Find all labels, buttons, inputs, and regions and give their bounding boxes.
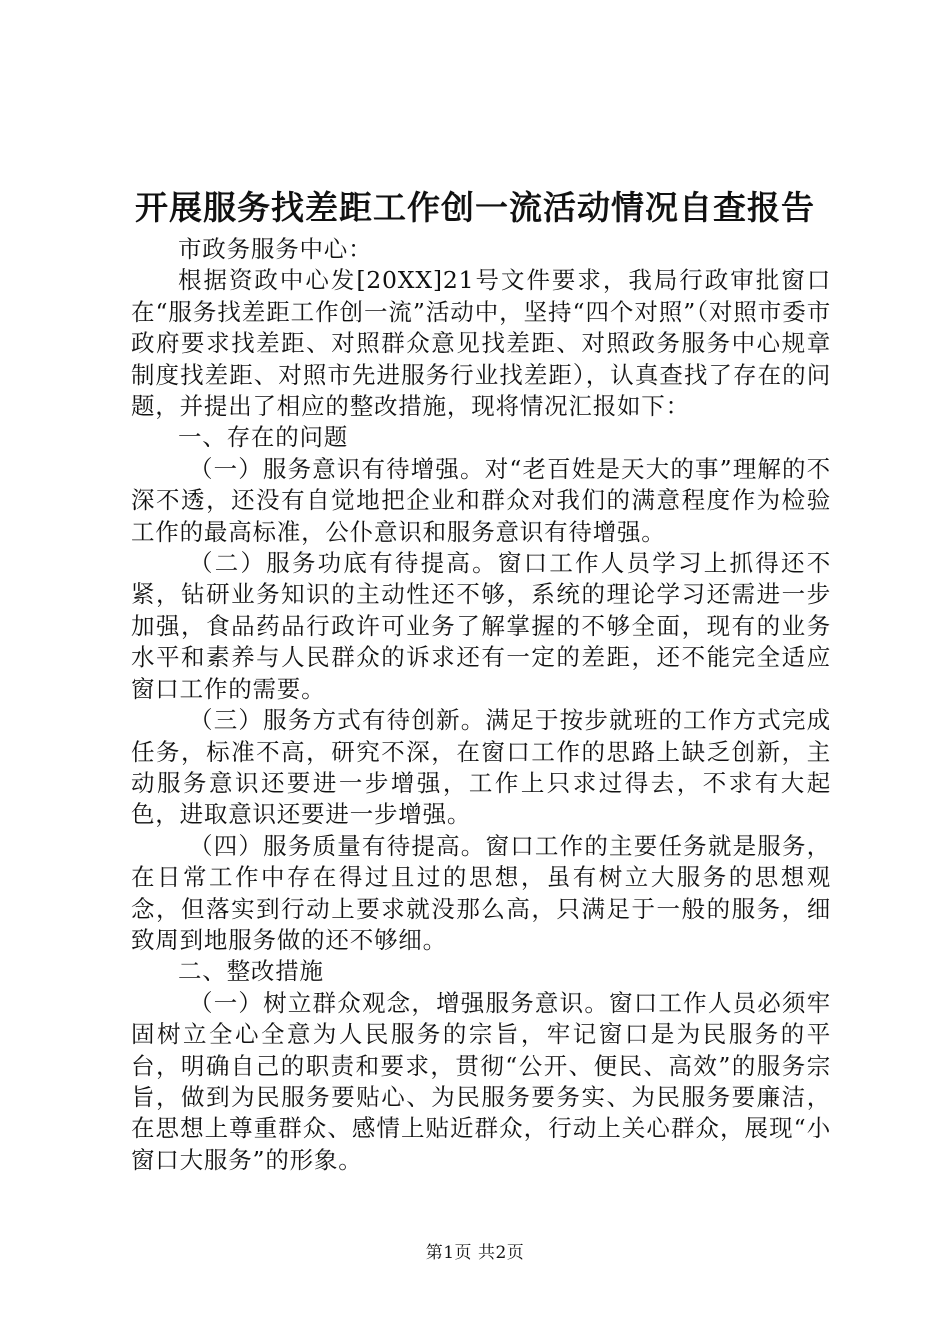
- document-body: [131, 234, 831, 1176]
- intro-paragraph: 根据资政中心发[20XX]21号文件要求，我局行政审批窗口在“服务找差距工作创一流”活动中，坚持“四个对照”（对照市委市政府要求找差距、对照群众意见找差距、对照政务服务中心规章制度找差距、对照市先进服务行业找差距），认真查找了存在的问题，并提出了相应的整改措施，现将情况汇报如下：: [131, 266, 831, 421]
- page-footer: 第1页 共2页: [425, 1243, 525, 1263]
- section-heading-problems: 一、存在的问题: [178, 423, 349, 452]
- problem-item-4: （四）服务质量有待提高。窗口工作的主要任务就是服务，在日常工作中存在得过且过的思想，虽有树立大服务的思想观念，但落实到行动上要求就没那么高，只满足于一般的服务，细致周到地服务做的还不够细。: [131, 831, 831, 954]
- salutation: 市政务服务中心：: [178, 235, 373, 263]
- document-title: 开展服务找差距工作创一流活动情况自查报告: [135, 188, 815, 227]
- problem-item-3: （三）服务方式有待创新。满足于按步就班的工作方式完成任务，标准不高，研究不深，在窗口工作的思路上缺乏创新，主动服务意识还要进一步增强，工作上只求过得去，不求有大起色，进取意识还要进一步增强。: [131, 706, 831, 829]
- measure-item-1: （一）树立群众观念，增强服务意识。窗口工作人员必须牢固树立全心全意为人民服务的宗旨，牢记窗口是为民服务的平台，明确自己的职责和要求，贯彻“公开、便民、高效”的服务宗旨，做到为民服务要贴心、为民服务要务实、为民服务要廉洁，在思想上尊重群众、感情上贴近群众，行动上关心群众，展现“小窗口大服务”的形象。: [131, 988, 831, 1174]
- section-heading-measures: 二、整改措施: [178, 957, 324, 986]
- problem-item-1: （一）服务意识有待增强。对“老百姓是天大的事”理解的不深不透，还没有自觉地把企业和群众对我们的满意程度作为检验工作的最高标准，公仆意识和服务意识有待增强。: [131, 454, 831, 546]
- problem-item-2: （二）服务功底有待提高。窗口工作人员学习上抓得还不紧，钻研业务知识的主动性还不够，系统的理论学习还需进一步加强，食品药品行政许可业务了解掌握的不够全面，现有的业务水平和素养与人民群众的诉求还有一定的差距，还不能完全适应窗口工作的需要。: [131, 549, 831, 703]
